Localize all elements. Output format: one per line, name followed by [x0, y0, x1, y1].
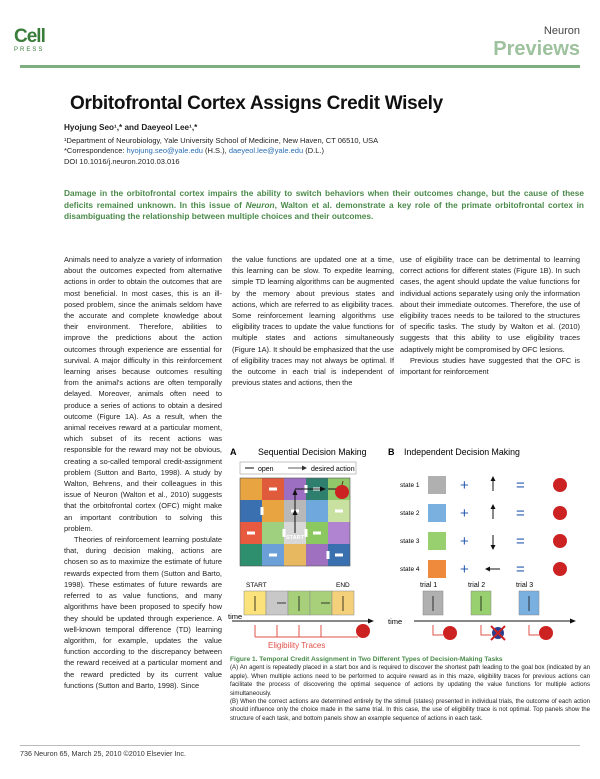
figure-caption — [230, 656, 590, 723]
doi[interactable]: DOI 10.1016/j.neuron.2010.03.016 — [64, 157, 180, 166]
panel-a-title: Sequential Decision Making — [258, 447, 367, 457]
summary-part-2: , Walton et al. demonstrate a key role of the primate orbitofrontal cortex in disambiguating the relationship between multiple choices and their outcomes. — [64, 199, 584, 222]
state-label: state 4 — [400, 566, 420, 573]
journal-name: Neuron — [543, 25, 580, 37]
figure-1 — [228, 443, 588, 653]
email-note-2: (D.L.) — [303, 146, 324, 155]
email-link-1[interactable]: hyojung.seo@yale.edu — [126, 146, 203, 155]
plus-icon: + — [460, 533, 469, 550]
summary — [64, 188, 584, 223]
cell-press-logo — [14, 27, 54, 67]
state-box — [428, 532, 446, 550]
trial-label: trial 2 — [468, 582, 486, 589]
section-name: Previews — [493, 38, 580, 60]
caption-a: (A) An agent is repeatedly placed in a start box and is required to discover the shortest path leading to the goal box (indicated by an apple). When multiple actions need to be performed to acquire reward as in this maze, eligibility traces for previous actions can facilitate the process of discovering the optimal sequence of actions by updating the value functions for multiple actions simultaneously. — [230, 664, 590, 697]
state-label: state 1 — [400, 482, 420, 489]
logo-sub: PRESS — [14, 47, 45, 53]
state-list — [400, 476, 567, 578]
state-box — [428, 560, 446, 578]
apple-icon — [553, 478, 567, 492]
time-label-a: time — [228, 612, 243, 621]
reward-apple-icon — [356, 624, 370, 638]
caption-title: Figure 1. Temporal Credit Assignment in Two Different Types of Decision-Making Tasks — [230, 656, 503, 663]
plus-icon: + — [460, 561, 469, 578]
maze-grid — [240, 478, 350, 566]
maze-cell — [240, 500, 262, 522]
goal-apple-icon — [335, 485, 349, 499]
maze-cell — [262, 500, 284, 522]
footer-text: 736 Neuron 65, March 25, 2010 ©2010 Elsevier Inc. — [20, 749, 186, 758]
equals-icon: = — [516, 533, 525, 550]
col1-paragraph-1: Animals need to analyze a variety of information about the outcomes expected from alternative actions in order to obtain the outcomes that are most beneficial. In most cases, this is an ill-posed problem, since the animals seldom have the accurate and complete knowledge about their environment. Therefore, abilities to improve the predictions about the action outcomes through experience are essential for survival. A major difficulty in this reinforcement learning arises because outcomes resulting from the animal's actions are often temporally delayed. Moreover, animals often need to produce a series of actions to obtain a desired outcome (Figure 1A). As a result, when the animal receives reward at a particular moment, which subset of its recent actions was responsible for the reward may not be obvious, creating a so-called temporal credit-assignment problem (Sutton and Barto, 1998). A study by Walton, Behrens, and their colleagues in this issue of Neuron (Walton et al., 2010) suggests that the orbitofrontal cortex (OFC) might make an important contribution to solving this problem. — [64, 255, 222, 533]
apple-icon — [553, 506, 567, 520]
timeline-end-label: END — [336, 582, 350, 589]
apple-icon — [553, 562, 567, 576]
email-note-1: (H.S.), — [202, 146, 229, 155]
equals-icon: = — [516, 477, 525, 494]
email-link-2[interactable]: daeyeol.lee@yale.edu — [228, 146, 304, 155]
legend-open-label: open — [258, 466, 274, 473]
caption-b: (B) When the correct actions are determined entirely by the stimuli (states) presented in individual trials, the outcome of each action should influence only the choice made in the same trial. In this case, the use of eligibility trace is not optimal. Top panels show the structure of each task, and bottom panels show an example sequence of actions in each task. — [230, 698, 590, 722]
state-label: state 2 — [400, 510, 420, 517]
maze-cell — [262, 522, 284, 544]
trial-label: trial 3 — [516, 582, 534, 589]
col1-paragraph-2: Theories of reinforcement learning postulate that, during decision making, actions are chosen so as to maximize the estimate of future rewards expected from them (Sutton and Barto, 1998). These estimates of future rewards are referred to as value functions, and many algorithms have been proposed to specify how they should be updated through experience. A well-known temporal difference (TD) learning algorithm, for example, updates the value function according to the discrepancy between the reward received at a particular moment and the reward predicted by its current value functions (Sutton and Barto, 1998). Since — [64, 535, 222, 690]
col3-paragraph-1: use of eligibility trace can be detrimental to learning correct actions for different states (Figure 1B). In such cases, the agent should update the value functions for individual actions separately using only the information about their immediate outcomes. Therefore, the use of eligibility traces needs to be tailored to the structures of specific tasks. The study by Walton et al. (2010) suggests that this ability to use eligibility traces adaptively might be compromised by OFC lesions. — [400, 255, 580, 354]
apple-icon — [539, 626, 553, 640]
correspondence — [64, 146, 324, 156]
summary-journal: Neuron — [245, 199, 275, 210]
panel-b-title: Independent Decision Making — [404, 447, 520, 457]
state-box — [428, 476, 446, 494]
summary-part-1: Damage in the orbitofrontal cortex impairs the ability to switch behaviors when their outcomes change, but the cause of these deficits remained unknown. In this issue of — [64, 188, 584, 210]
timeline-b — [388, 582, 576, 640]
logo-word: Cell — [14, 26, 45, 47]
panel-b-label: B — [388, 447, 395, 457]
maze-cell — [328, 522, 350, 544]
maze-cell — [240, 544, 262, 566]
apple-icon — [443, 626, 457, 640]
state-box — [428, 504, 446, 522]
col2-paragraph-1: the value functions are updated one at a time, this learning can be slow. To expedite learning, simple TD learning algorithms can be augmented by the memory about previous states and actions, which are referred to as eligibility traces. Some reinforcement learning algorithms use eligibility traces to update the value functions for multiple states and actions simultaneously (Figure 1A). It should be emphasized that the use of eligibility traces may not always be optimal. If the outcome in each trial is independent of previous states and actions, then the — [232, 255, 394, 388]
col3-paragraph-2: Previous studies have suggested that the OFC is important for reinforcement — [400, 355, 580, 377]
trial-label: trial 1 — [420, 582, 438, 589]
plus-icon: + — [460, 477, 469, 494]
maze-cell — [306, 500, 328, 522]
legend-desired-label: desired action — [311, 466, 355, 473]
article-title: Orbitofrontal Cortex Assigns Credit Wisely — [70, 93, 443, 114]
correspondence-label: *Correspondence: — [64, 146, 127, 155]
equals-icon: = — [516, 505, 525, 522]
timeline-a — [228, 582, 374, 650]
maze-cell — [306, 544, 328, 566]
footer-rule — [20, 745, 580, 746]
body-column-1 — [64, 254, 222, 744]
eligibility-traces-label: Eligibility Traces — [268, 641, 326, 650]
state-label: state 3 — [400, 538, 420, 545]
time-label-b: time — [388, 617, 403, 626]
header-rule — [20, 65, 580, 68]
apple-icon — [553, 534, 567, 548]
equals-icon: = — [516, 561, 525, 578]
no-reward-icon — [491, 626, 505, 640]
plus-icon: + — [460, 505, 469, 522]
panel-a-label: A — [230, 447, 237, 457]
authors: Hyojung Seo¹,* and Daeyeol Lee¹,* — [64, 123, 198, 132]
maze-start-label: START — [286, 535, 304, 541]
body-column-3 — [400, 254, 580, 446]
maze-cell — [240, 478, 262, 500]
affiliation: ¹Department of Neurobiology, Yale University School of Medicine, New Haven, CT 06510, USA — [64, 136, 379, 145]
body-column-2 — [232, 254, 394, 446]
maze-cell — [284, 544, 306, 566]
timeline-start-label: START — [246, 582, 267, 589]
